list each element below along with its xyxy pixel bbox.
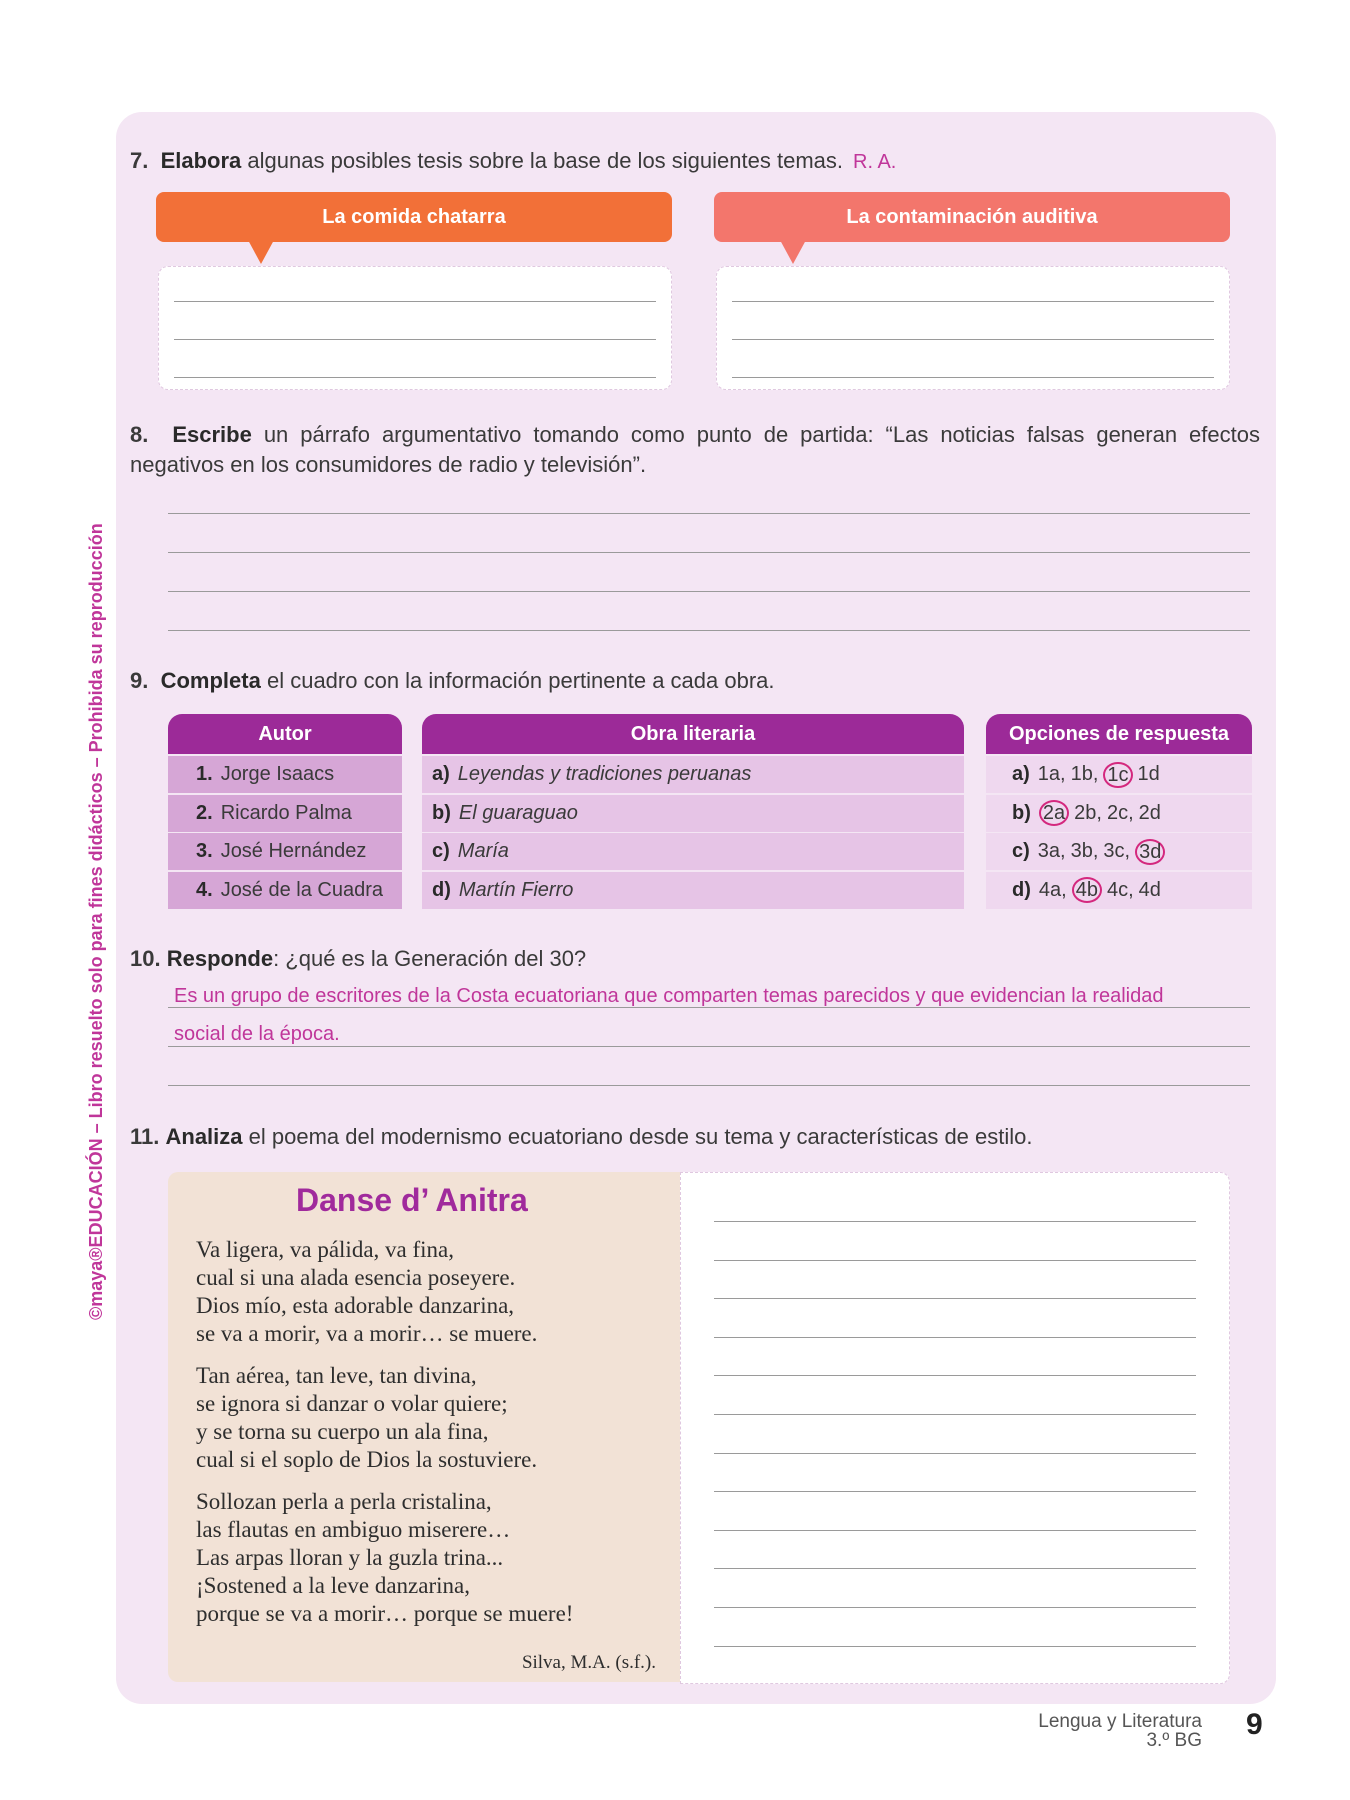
writing-line[interactable] xyxy=(168,591,1250,592)
writing-line[interactable] xyxy=(714,1375,1196,1376)
answer-box-1[interactable] xyxy=(158,266,672,390)
option: 4a, xyxy=(1038,878,1067,901)
opciones-cell xyxy=(986,795,1252,832)
poem-stanza-2 xyxy=(196,1362,537,1474)
author-name: Jorge Isaacs xyxy=(220,763,335,785)
poem-verse: cual si una alada esencia poseyere. xyxy=(196,1265,516,1290)
obra-cell xyxy=(422,756,964,793)
poem-title: Danse d’ Anitra xyxy=(296,1182,528,1218)
writing-line[interactable] xyxy=(168,1085,1250,1086)
work-title: María xyxy=(457,840,509,862)
writing-line[interactable] xyxy=(168,630,1250,631)
work-title: El guaraguao xyxy=(458,801,578,824)
author-name: Ricardo Palma xyxy=(220,801,352,824)
question-text: el cuadro con la información pertinente a cada obra. xyxy=(266,668,775,693)
option: 3c, xyxy=(1103,840,1131,862)
poem-verse: ¡Sostened a la leve danzarina, xyxy=(196,1573,470,1598)
row-number: 2. xyxy=(196,801,213,824)
question-number: 11. xyxy=(130,1124,160,1149)
writing-line[interactable] xyxy=(714,1298,1196,1299)
option: 4d xyxy=(1138,878,1161,901)
question-verb: Responde xyxy=(166,946,274,971)
row-letter: d) xyxy=(1012,878,1031,901)
writing-line[interactable] xyxy=(168,552,1250,553)
question-9 xyxy=(130,666,775,696)
question-text: : ¿qué es la Generación del 30? xyxy=(273,946,587,971)
answer-box-2[interactable] xyxy=(716,266,1230,390)
question-text: algunas posibles tesis sobre la base de los siguientes temas. xyxy=(247,148,843,173)
writing-line[interactable] xyxy=(714,1568,1196,1569)
row-letter: a) xyxy=(432,763,450,785)
row-letter: c) xyxy=(1012,840,1030,862)
poem-citation: Silva, M.A. (s.f.). xyxy=(521,1652,656,1673)
question-verb: Elabora xyxy=(160,148,242,173)
page-number: 9 xyxy=(1246,1708,1263,1741)
row-number: 4. xyxy=(196,878,213,901)
row-letter: b) xyxy=(432,801,451,824)
option: 3a, xyxy=(1037,840,1066,862)
writing-line[interactable] xyxy=(732,339,1214,340)
poem-verse: Dios mío, esta adorable danzarina, xyxy=(196,1293,515,1318)
option: 2d xyxy=(1138,801,1161,824)
writing-line[interactable] xyxy=(732,301,1214,302)
question-11 xyxy=(130,1122,1033,1152)
option: 4c, xyxy=(1106,878,1134,901)
writing-line[interactable] xyxy=(732,377,1214,378)
writing-line[interactable] xyxy=(714,1491,1196,1492)
option: 1b, xyxy=(1070,763,1099,785)
poem-stanza-1 xyxy=(196,1236,537,1348)
footer-subject xyxy=(1038,1712,1202,1750)
question-number: 8. xyxy=(130,422,149,447)
writing-line[interactable] xyxy=(714,1607,1196,1608)
topic-label: La comida chatarra xyxy=(322,205,506,228)
writing-line[interactable] xyxy=(714,1260,1196,1261)
question-8 xyxy=(130,420,1260,480)
writing-line[interactable] xyxy=(714,1646,1196,1647)
row-number: 1. xyxy=(196,763,213,785)
opciones-cell xyxy=(986,872,1252,909)
poem-verse: se ignora si danzar o volar quiere; xyxy=(196,1391,508,1416)
row-letter: b) xyxy=(1012,801,1031,824)
obra-cell xyxy=(422,795,964,832)
writing-line[interactable] xyxy=(174,339,656,340)
header-opciones: Opciones de respuesta xyxy=(986,714,1252,754)
speech-pointer xyxy=(780,240,806,264)
option: 1a, xyxy=(1037,763,1066,785)
header-autor: Autor xyxy=(168,714,402,754)
writing-line[interactable] xyxy=(714,1530,1196,1531)
row-letter: a) xyxy=(1012,763,1030,785)
poem-verse: Las arpas lloran y la guzla trina... xyxy=(196,1545,504,1570)
opciones-cell xyxy=(986,833,1252,870)
question-verb: Escribe xyxy=(172,422,252,447)
question-text: el poema del modernismo ecuatoriano desde su tema y características de estilo. xyxy=(248,1124,1033,1149)
question-7 xyxy=(130,146,896,177)
circled-option: 3d xyxy=(1135,839,1165,865)
obra-cell xyxy=(422,872,964,909)
author-name: José de la Cuadra xyxy=(220,878,384,901)
header-obra: Obra literaria xyxy=(422,714,964,754)
grade-label: 3.º BG xyxy=(1146,1730,1202,1751)
work-title: Martín Fierro xyxy=(458,878,574,901)
question-number: 9. xyxy=(130,668,149,693)
circled-option: 2a xyxy=(1039,800,1069,826)
option: 2b, xyxy=(1074,801,1102,824)
question-number: 10. xyxy=(130,946,161,971)
row-number: 3. xyxy=(196,840,213,862)
question-verb: Completa xyxy=(160,668,261,693)
poem-card xyxy=(168,1172,680,1682)
answer-line-2: social de la época. xyxy=(174,1023,340,1045)
ra-note: R. A. xyxy=(853,151,897,173)
writing-line[interactable] xyxy=(714,1414,1196,1415)
writing-line[interactable] xyxy=(714,1221,1196,1222)
writing-line[interactable] xyxy=(174,301,656,302)
writing-line[interactable] xyxy=(168,1046,1250,1047)
poem-verse: cual si el soplo de Dios la sostuviere. xyxy=(196,1447,538,1472)
poem-stanza-3 xyxy=(196,1488,573,1628)
subject-label: Lengua y Literatura xyxy=(1038,1711,1202,1732)
opciones-cell xyxy=(986,756,1252,793)
option: 1d xyxy=(1137,763,1160,785)
poem-verse: Sollozan perla a perla cristalina, xyxy=(196,1489,492,1514)
writing-line[interactable] xyxy=(174,377,656,378)
writing-line[interactable] xyxy=(168,513,1250,514)
obra-cell xyxy=(422,833,964,870)
work-title: Leyendas y tradiciones peruanas xyxy=(457,763,752,785)
row-letter: c) xyxy=(432,840,450,862)
poem-verse: las flautas en ambiguo miserere… xyxy=(196,1517,511,1542)
author-name: José Hernández xyxy=(220,840,367,862)
writing-line[interactable] xyxy=(714,1337,1196,1338)
row-letter: d) xyxy=(432,878,451,901)
question-verb: Analiza xyxy=(165,1124,243,1149)
topic-label: La contaminación auditiva xyxy=(846,205,1098,228)
copyright-side-text: ©maya®EDUCACIÓN – Libro resuelto solo para fines didácticos – Prohibida su reproducción xyxy=(86,523,106,1320)
question-10 xyxy=(130,944,586,974)
autor-cell xyxy=(168,833,402,870)
poem-verse: porque se va a morir… porque se muere! xyxy=(196,1601,574,1626)
autor-cell xyxy=(168,872,402,909)
poem-verse: Tan aérea, tan leve, tan divina, xyxy=(196,1363,477,1388)
circled-option: 4b xyxy=(1072,877,1102,903)
question-text: un párrafo argumentativo tomando como punto de partida: “Las noticias falsas generan efectos negativos en los consumidores de radio y televisión”. xyxy=(130,422,1260,477)
option: 3b, xyxy=(1070,840,1099,862)
poem-verse: se va a morir, va a morir… se muere. xyxy=(196,1321,538,1346)
poem-verse: y se torna su cuerpo un ala fina, xyxy=(196,1419,489,1444)
speech-pointer xyxy=(248,240,274,264)
option: 2c, xyxy=(1106,801,1134,824)
writing-line[interactable] xyxy=(714,1453,1196,1454)
autor-cell xyxy=(168,756,402,793)
answer-line-1: Es un grupo de escritores de la Costa ecuatoriana que comparten temas parecidos y que evidencian la realidad xyxy=(174,985,1164,1007)
circled-option: 1c xyxy=(1103,762,1132,788)
topic-banner-1 xyxy=(156,192,672,242)
topic-banner-2 xyxy=(714,192,1230,242)
poem-verse: Va ligera, va pálida, va fina, xyxy=(196,1237,454,1262)
writing-line[interactable] xyxy=(168,1007,1250,1008)
question-number: 7. xyxy=(130,148,149,173)
autor-cell xyxy=(168,795,402,832)
